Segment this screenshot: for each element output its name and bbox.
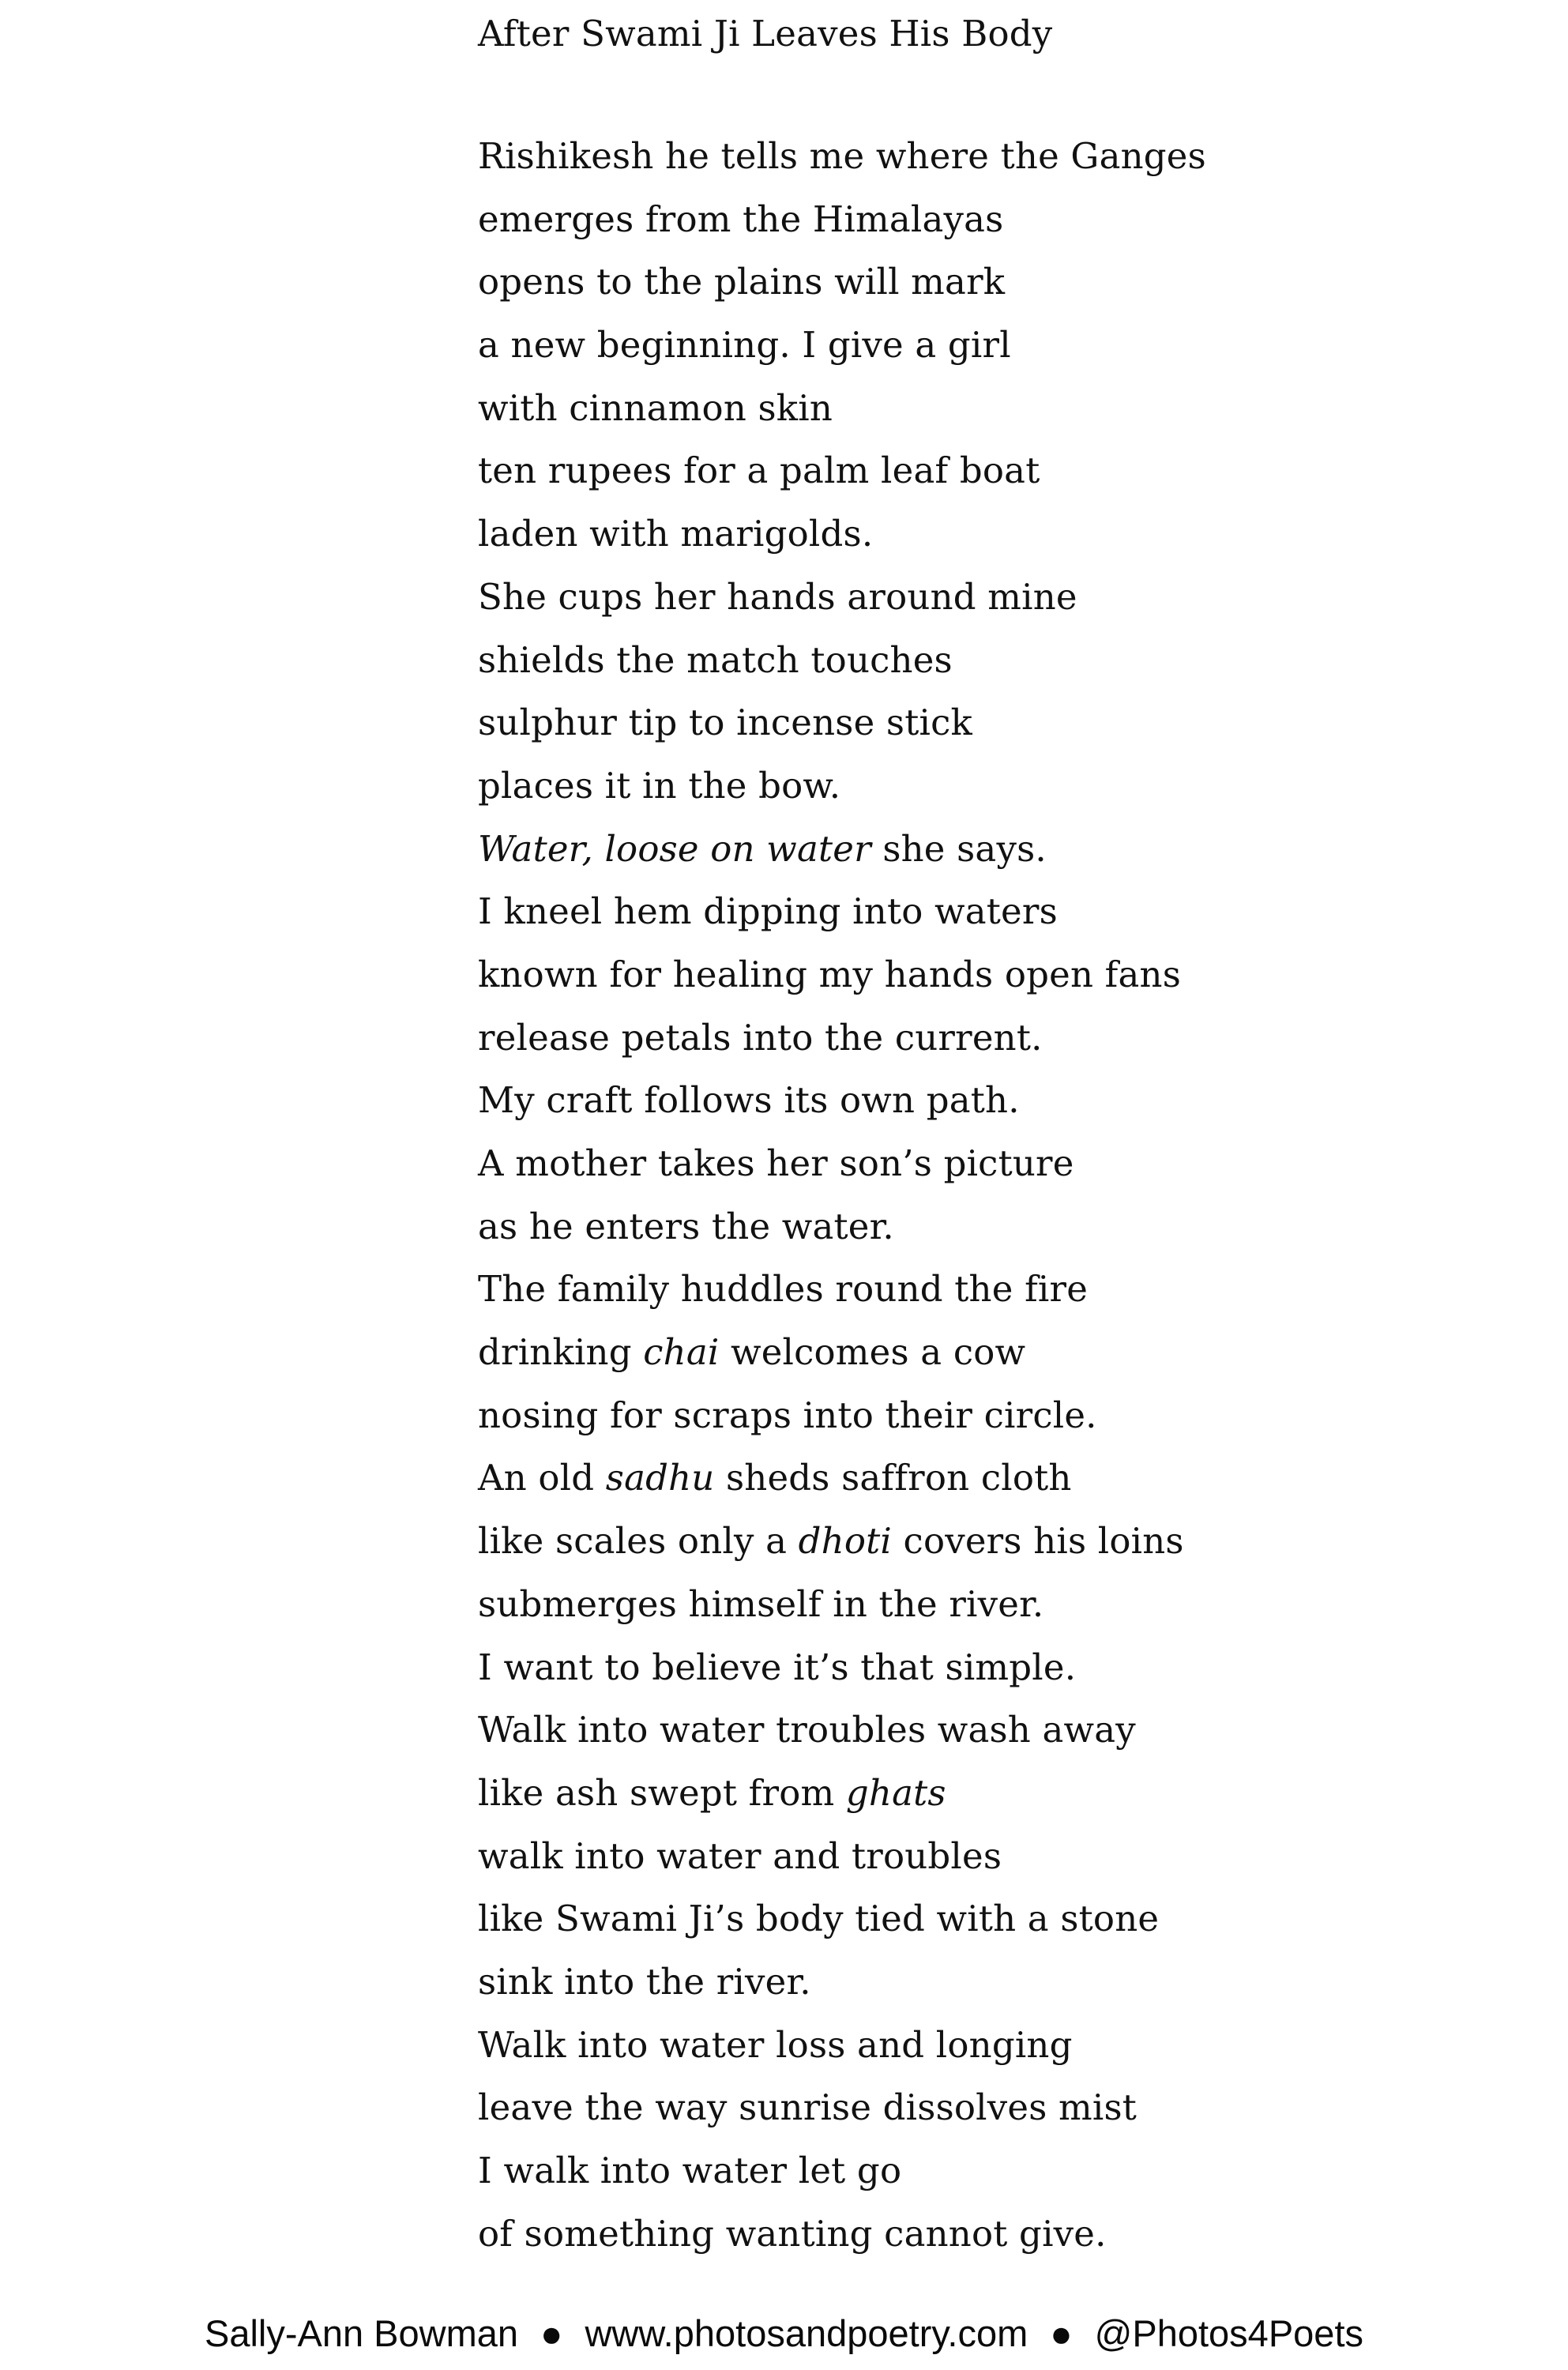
poem-line — [478, 818, 1206, 881]
separator-bullet: ● — [1050, 2312, 1073, 2354]
poem-line-text: opens to the plains will mark — [478, 261, 1006, 303]
poem-line-text: drinking — [478, 1331, 644, 1374]
separator-bullet: ● — [540, 2312, 563, 2354]
poem-line — [478, 1006, 1206, 1070]
poem-line-text: She cups her hands around mine — [478, 575, 1077, 618]
poem-line-text: like Swami Ji’s body tied with a stone — [478, 1898, 1160, 1940]
poem-line-text: I want to believe it’s that simple. — [478, 1646, 1077, 1688]
poem-line-text: a new beginning. I give a girl — [478, 324, 1011, 367]
poem-body — [478, 125, 1206, 2265]
poem-line-text: shields the match touches — [478, 638, 953, 681]
poem-line — [478, 314, 1206, 377]
poem-line-text: release petals into the current. — [478, 1016, 1043, 1059]
poem-line — [478, 1132, 1206, 1195]
poem-line — [478, 629, 1206, 692]
poem-line-text: with cinnamon skin — [478, 386, 833, 429]
poem-line-text: of something wanting cannot give. — [478, 2212, 1107, 2255]
poem-line — [478, 125, 1206, 188]
poem-line-text: The family huddles round the fire — [478, 1268, 1089, 1311]
poem-line — [478, 502, 1206, 566]
poem-line — [478, 1195, 1206, 1258]
poem-line-text: covers his loins — [892, 1520, 1184, 1563]
poem-line-text: Walk into water loss and longing — [478, 2023, 1073, 2066]
poem-line-italic-text: chai — [643, 1331, 720, 1374]
poem-line-text: welcomes a cow — [719, 1331, 1026, 1374]
poem-line-text: walk into water and troubles — [478, 1834, 1002, 1877]
poem-line — [478, 566, 1206, 629]
poem-line — [478, 2139, 1206, 2203]
poem-line — [478, 2203, 1206, 2266]
poem-line-text: laden with marigolds. — [478, 513, 874, 555]
poem-line — [478, 439, 1206, 502]
poem-line — [478, 250, 1206, 314]
poem-line — [478, 1321, 1206, 1384]
poem-line-text: emerges from the Himalayas — [478, 198, 1004, 240]
author-name: Sally-Ann Bowman — [204, 2312, 519, 2354]
poem-line-text: I walk into water let go — [478, 2150, 902, 2191]
poem-line-text: A mother takes her son’s picture — [478, 1142, 1074, 1184]
website-link[interactable]: www.photosandpoetry.com — [585, 2312, 1028, 2354]
poem-line — [478, 1825, 1206, 1888]
poem-line — [478, 1636, 1206, 1699]
poem-line-text: I kneel hem dipping into waters — [478, 890, 1058, 933]
poem-line — [478, 1384, 1206, 1447]
poem-line-italic-text: ghats — [845, 1771, 946, 1814]
poem-line-text: sink into the river. — [478, 1960, 811, 2003]
poem-line — [478, 691, 1206, 754]
poem-line — [478, 188, 1206, 251]
poem-line — [478, 377, 1206, 440]
poem-line-text: My craft follows its own path. — [478, 1079, 1020, 1122]
poem-line — [478, 1069, 1206, 1132]
poem-line — [478, 1698, 1206, 1762]
poem-line — [478, 1887, 1206, 1951]
poem-line — [478, 1951, 1206, 2014]
poem-line-text: ten rupees for a palm leaf boat — [478, 450, 1040, 492]
poem-line-text: Walk into water troubles wash away — [478, 1709, 1136, 1751]
poem-line-text: An old — [478, 1457, 606, 1499]
poem-line — [478, 1510, 1206, 1573]
poem-line-text: as he enters the water. — [478, 1205, 894, 1247]
poem-line-text: like scales only a — [478, 1520, 799, 1563]
poem-line — [478, 1762, 1206, 1825]
footer — [0, 2308, 1568, 2359]
poem-line-italic-text: Water, loose on water — [478, 827, 871, 870]
poem-line-text: known for healing my hands open fans — [478, 953, 1181, 995]
poem-title: After Swami Ji Leaves His Body — [478, 13, 1053, 55]
poem-line — [478, 2014, 1206, 2077]
poem-line — [478, 943, 1206, 1006]
poem-line-text: places it in the bow. — [478, 764, 841, 807]
poem-line-text: nosing for scraps into their circle. — [478, 1394, 1097, 1436]
poem-line — [478, 880, 1206, 943]
poem-line-text: sheds saffron cloth — [714, 1457, 1072, 1499]
poem-line-italic-text: sadhu — [605, 1457, 715, 1499]
poem-line — [478, 1258, 1206, 1321]
poem-line-text: leave the way sunrise dissolves mist — [478, 2086, 1137, 2129]
poem-line-text: Rishikesh he tells me where the Ganges — [478, 135, 1206, 177]
poem-line-italic-text: dhoti — [798, 1520, 893, 1563]
poem-line-text: sulphur tip to incense stick — [478, 702, 972, 744]
poem-line — [478, 2076, 1206, 2139]
poem-line-text: submerges himself in the river. — [478, 1582, 1044, 1625]
poem-line-text: she says. — [870, 827, 1047, 870]
poem-line — [478, 1573, 1206, 1636]
poem-line — [478, 1446, 1206, 1510]
social-handle-link[interactable]: @Photos4Poets — [1094, 2312, 1364, 2354]
poem-line-text: like ash swept from — [478, 1771, 846, 1814]
poem-line — [478, 754, 1206, 818]
